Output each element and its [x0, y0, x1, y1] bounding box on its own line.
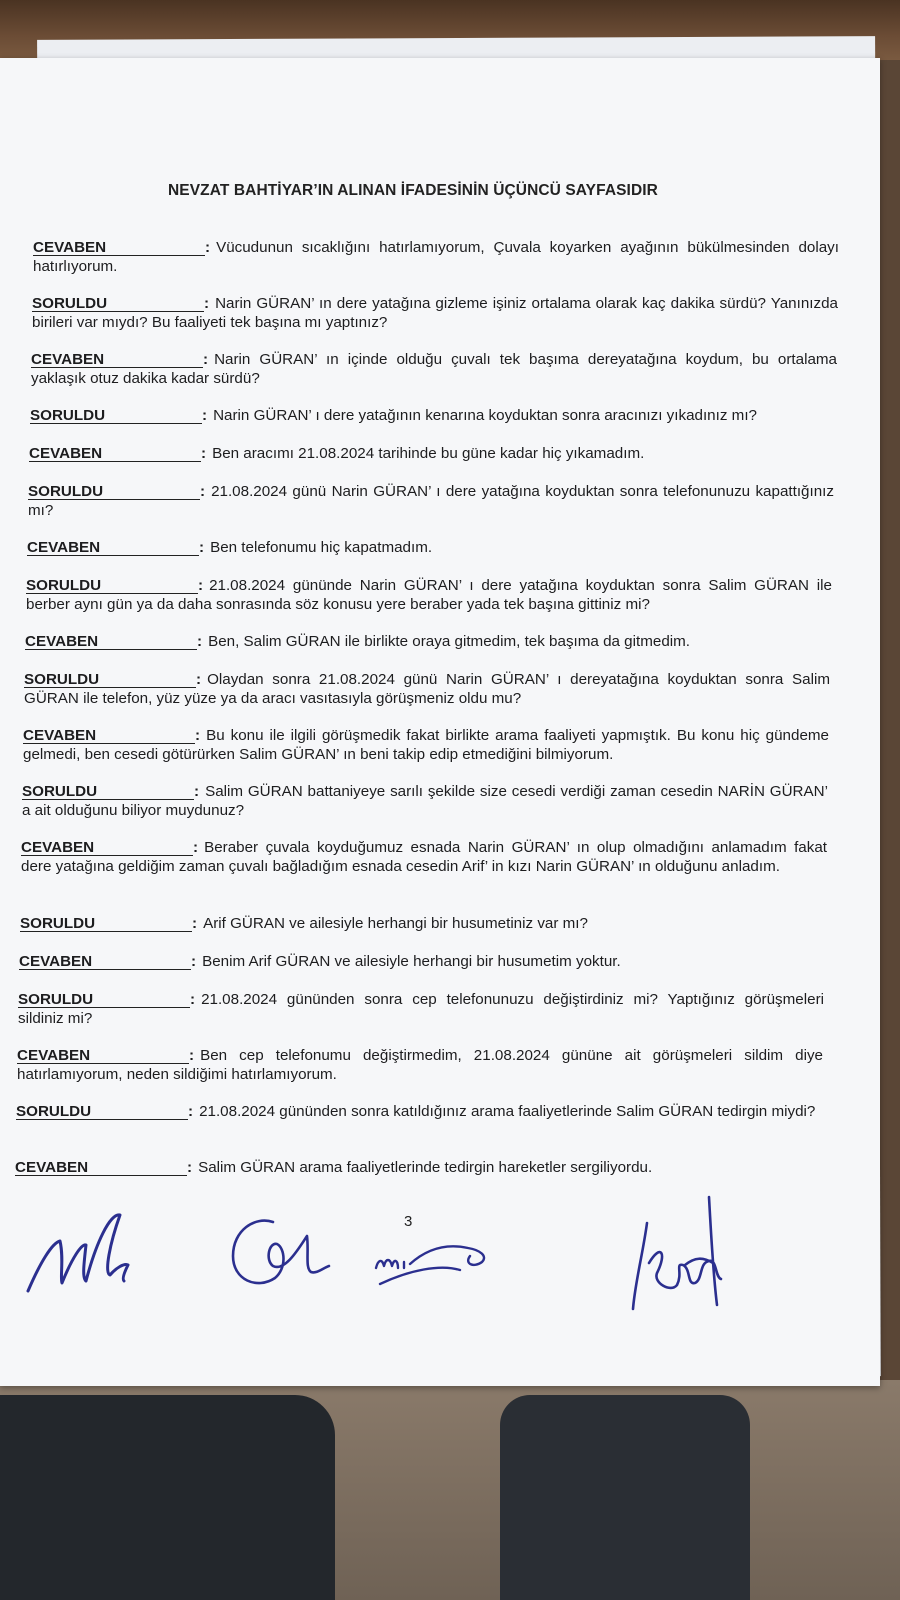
question-text: 21.08.2024 günü Narin GÜRAN’ ı dere yatağına koyduktan sonra telefonunuzu kapattığınız mı?: [28, 483, 834, 519]
qa-entry: [28, 482, 834, 520]
signature-2: [225, 1208, 345, 1298]
qa-entry: [29, 444, 835, 463]
label-colon: :: [192, 915, 198, 932]
question-label: SORULDU: [16, 1104, 188, 1120]
question-label: SORULDU: [20, 916, 192, 932]
question-label: SORULDU: [26, 578, 198, 594]
person-leg-right: [500, 1395, 750, 1600]
question-label: SORULDU: [30, 408, 202, 424]
question-text: 21.08.2024 gününde Narin GÜRAN’ ı dere yatağına koyduktan sonra Salim GÜRAN ile berber aynı gün ya da daha sonrasında söz konusu yere beraber yada tek başına gittiniz mi?: [26, 577, 832, 613]
answer-text: Beraber çuvala koyduğumuz esnada Narin GÜRAN’ ın olup olmadığını anlamadım fakat dere yatağına geldiğim zaman çuvalı bağladığım esnada cesedin Arif’ in kızı Narin GÜRAN’ ın olduğunu anladım.: [21, 839, 827, 875]
signature-1: [20, 1203, 140, 1303]
label-colon: :: [197, 633, 203, 650]
answer-text: Vücudunun sıcaklığını hatırlamıyorum, Çuvala koyarken ayağının bükülmesinden dolayı hatırlıyorum.: [33, 239, 839, 275]
qa-entry: [19, 952, 825, 971]
question-label: SORULDU: [28, 484, 200, 500]
qa-entry: [33, 238, 839, 276]
question-label: SORULDU: [22, 784, 194, 800]
label-colon: :: [189, 1047, 195, 1064]
answer-text: Ben aracımı 21.08.2024 tarihinde bu güne kadar hiç yıkamadım.: [212, 445, 645, 462]
question-text: Narin GÜRAN’ ın dere yatağına gizleme işiniz ortalama olarak kaç dakika sürdü? Yanınızda birileri var mıydı? Bu faaliyeti tek başına mı yaptınız?: [32, 295, 838, 331]
qa-entry: [24, 670, 830, 708]
label-colon: :: [201, 445, 207, 462]
label-colon: :: [203, 351, 209, 368]
answer-text: Narin GÜRAN’ ın içinde olduğu çuvalı tek başıma dereyatağına koydum, bu ortalama yaklaşık otuz dakika kadar sürdü?: [31, 351, 837, 387]
qa-entry: [20, 914, 826, 933]
answer-text: Bu konu ile ilgili görüşmedik fakat birlikte arama faaliyeti yapmıştık. Bu konu hiç gündeme gelmedi, ben cesedi götürürken Salim GÜRAN’ ın beni takip edip etmediğini bilmiyorum.: [23, 727, 829, 763]
answer-text: Benim Arif GÜRAN ve ailesiyle herhangi bir husumetim yoktur.: [202, 953, 621, 970]
qa-entry: [16, 1102, 822, 1121]
label-colon: :: [191, 953, 197, 970]
answer-text: Ben cep telefonumu değiştirmedim, 21.08.2024 gününe ait görüşmeleri sildim diye hatırlamıyorum, neden sildiğimi hatırlamıyorum.: [17, 1047, 823, 1083]
label-colon: :: [195, 727, 201, 744]
answer-label: CEVABEN: [27, 540, 199, 556]
label-colon: :: [202, 407, 208, 424]
answer-text: Ben telefonumu hiç kapatmadım.: [210, 539, 433, 556]
statement-page: [0, 58, 880, 1386]
qa-entry: [15, 1158, 821, 1177]
label-colon: :: [194, 783, 200, 800]
qa-entry: [21, 838, 827, 876]
qa-entry: [23, 726, 829, 764]
answer-label: CEVABEN: [21, 840, 193, 856]
answer-label: CEVABEN: [17, 1048, 189, 1064]
answer-label: CEVABEN: [19, 954, 191, 970]
qa-entry: [27, 538, 833, 557]
answer-label: CEVABEN: [31, 352, 203, 368]
answer-label: CEVABEN: [25, 634, 197, 650]
person-leg-left: [0, 1395, 335, 1600]
answer-label: CEVABEN: [33, 240, 205, 256]
label-colon: :: [200, 483, 206, 500]
label-colon: :: [190, 991, 196, 1008]
question-text: Olaydan sonra 21.08.2024 günü Narin GÜRAN’ ı dereyatağına koyduktan sonra Salim GÜRAN ile telefon, yüz yüze ya da aracı vasıtasıyla görüşmeniz oldu mu?: [24, 671, 830, 707]
label-colon: :: [204, 295, 210, 312]
answer-label: CEVABEN: [15, 1160, 187, 1176]
question-text: Narin GÜRAN’ ı dere yatağının kenarına koyduktan sonra aracınızı yıkadınız mı?: [213, 407, 757, 424]
answer-label: CEVABEN: [23, 728, 195, 744]
label-colon: :: [188, 1103, 194, 1120]
qa-entry: [32, 294, 838, 332]
label-colon: :: [196, 671, 202, 688]
label-colon: :: [199, 539, 205, 556]
qa-entry: [17, 1046, 823, 1084]
question-label: SORULDU: [24, 672, 196, 688]
label-colon: :: [193, 839, 199, 856]
label-colon: :: [187, 1159, 193, 1176]
page-title: NEVZAT BAHTİYAR’IN ALINAN İFADESİNİN ÜÇÜNCÜ SAYFASIDIR: [168, 182, 658, 199]
label-colon: :: [205, 239, 211, 256]
answer-text: Ben, Salim GÜRAN ile birlikte oraya gitmedim, tek başıma da gitmedim.: [208, 633, 691, 650]
answer-text: Salim GÜRAN arama faaliyetlerinde tedirgin hareketler sergiliyordu.: [198, 1159, 653, 1176]
qa-entry: [31, 350, 837, 388]
page-number: 3: [404, 1213, 413, 1230]
answer-label: CEVABEN: [29, 446, 201, 462]
question-text: 21.08.2024 gününden sonra katıldığınız arama faaliyetlerinde Salim GÜRAN tedirgin miydi?: [199, 1103, 816, 1120]
question-text: Arif GÜRAN ve ailesiyle herhangi bir husumetiniz var mı?: [203, 915, 588, 932]
question-text: 21.08.2024 gününden sonra cep telefonunuzu değiştirdiniz mi? Yaptığınız görüşmeleri sildiniz mi?: [18, 991, 824, 1027]
qa-entry: [26, 576, 832, 614]
question-text: Salim GÜRAN battaniyeye sarılı şekilde size cesedi verdiği zaman cesedin NARİN GÜRAN’ a ait olduğunu biliyor muydunuz?: [22, 783, 828, 819]
qa-entry: [25, 632, 831, 651]
question-label: SORULDU: [32, 296, 204, 312]
question-label: SORULDU: [18, 992, 190, 1008]
signature-3: [370, 1226, 500, 1296]
qa-entry: [30, 406, 836, 425]
signature-4: [625, 1193, 735, 1323]
qa-entry: [18, 990, 824, 1028]
qa-entry: [22, 782, 828, 820]
label-colon: :: [198, 577, 204, 594]
